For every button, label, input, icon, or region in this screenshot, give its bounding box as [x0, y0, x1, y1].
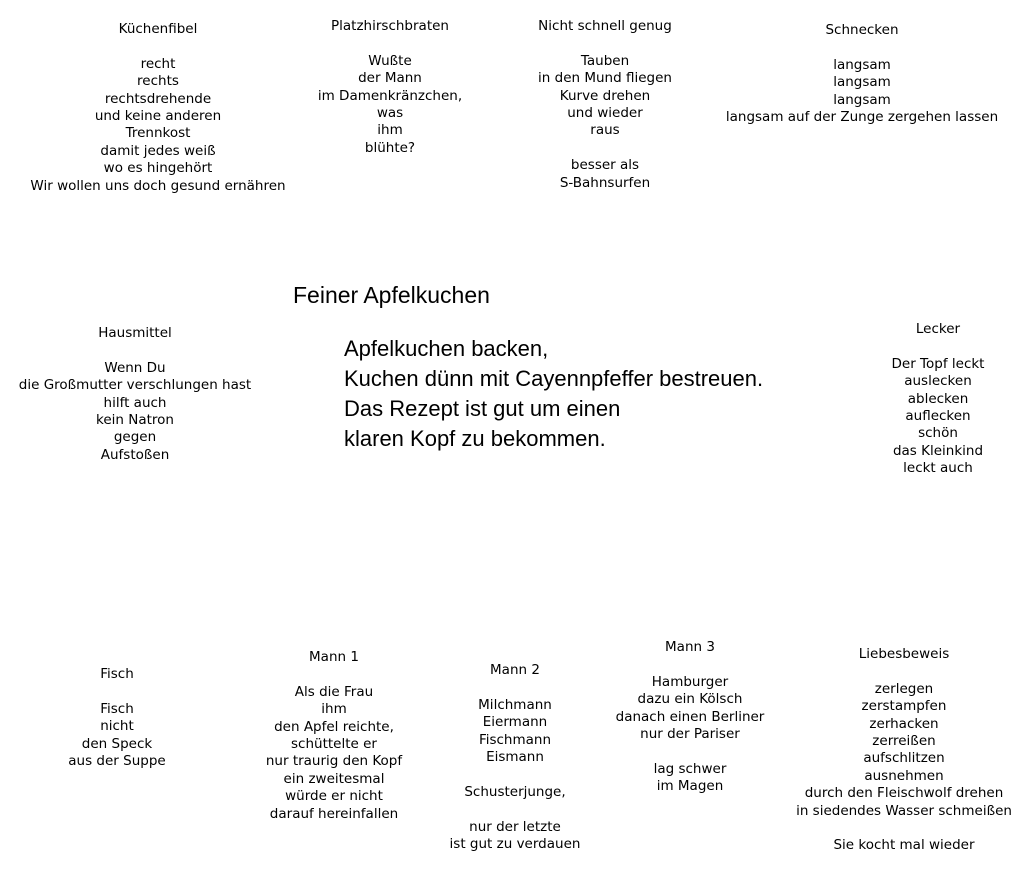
- recipe-text: [344, 334, 763, 454]
- poem-line: würde er nicht: [285, 788, 383, 805]
- poem-title: Schnecken: [825, 22, 899, 38]
- poem-line: danach einen Berliner: [615, 708, 765, 725]
- poem-line: langsam: [833, 56, 891, 73]
- poem-fisch: [68, 666, 165, 770]
- poem-line: in den Mund fliegen: [538, 70, 672, 87]
- poem-line: in siedendes Wasser schmeißen: [796, 802, 1012, 819]
- poem-line: ist gut zu verdauen: [449, 836, 581, 853]
- poem-mann3: [616, 639, 765, 796]
- poem-line: Aufstoßen: [100, 446, 170, 463]
- poem-line: dazu ein Kölsch: [637, 691, 743, 708]
- poem-line: langsam: [833, 74, 891, 91]
- recipe-line: Kuchen dünn mit Cayennpfeffer bestreuen.: [344, 366, 764, 391]
- poem-line: rechtsdrehende: [104, 90, 212, 107]
- poem-line: Der Topf leckt: [891, 355, 985, 372]
- poem-line: damit jedes weiß: [100, 142, 216, 159]
- poem-line: Fischmann: [478, 731, 552, 748]
- poem-line: schüttelte er: [291, 736, 377, 753]
- poem-line: Als die Frau: [294, 683, 374, 700]
- poem-line: S-Bahnsurfen: [559, 174, 651, 191]
- poem-line: raus: [590, 122, 620, 139]
- poem-line: Fisch: [100, 700, 134, 717]
- poem-line: und wieder: [567, 105, 643, 122]
- poem-line: Trennkost: [125, 125, 191, 142]
- poem-line: Sie kocht mal wieder: [833, 837, 975, 854]
- poem-line: kein Natron: [96, 412, 174, 429]
- poem-line: auslecken: [904, 373, 972, 390]
- poem-line: Wir wollen uns doch gesund ernähren: [30, 177, 286, 194]
- poem-title: Platzhirschbraten: [331, 18, 449, 34]
- poem-line: langsam: [833, 91, 891, 108]
- poem-line: aufschlitzen: [863, 750, 945, 767]
- poem-title: Hausmittel: [98, 325, 172, 341]
- poem-line: rechts: [137, 73, 179, 90]
- page-title: Feiner Apfelkuchen: [293, 282, 490, 308]
- poem-line: schön: [918, 425, 958, 442]
- poem-title: Küchenfibel: [118, 21, 198, 37]
- recipe-line: klaren Kopf zu bekommen.: [344, 426, 606, 451]
- poem-line: nur der Pariser: [640, 726, 740, 743]
- poem-title: Fisch: [100, 666, 134, 682]
- poem-line: Schusterjunge,: [464, 783, 566, 800]
- poem-line: Tauben: [580, 52, 630, 69]
- poem-line: ein zweitesmal: [283, 770, 385, 787]
- poem-title: Nicht schnell genug: [538, 18, 672, 34]
- poem-title: Mann 1: [309, 649, 359, 665]
- poem-line: besser als: [570, 157, 640, 174]
- poem-platzhirschbraten: [318, 18, 462, 157]
- poem-line: darauf hereinfallen: [269, 805, 399, 822]
- poem-line: ausnehmen: [864, 767, 944, 784]
- poem-line: nicht: [100, 718, 134, 735]
- poem-line: Eismann: [486, 749, 544, 766]
- poem-line: die Großmutter verschlungen hast: [18, 377, 252, 394]
- poem-line: im Damenkränzchen,: [317, 87, 463, 104]
- poem-line: das Kleinkind: [892, 442, 984, 459]
- recipe-line: Apfelkuchen backen,: [344, 336, 549, 361]
- poem-line: Wußte: [368, 52, 412, 69]
- poem-hausmittel: [19, 325, 251, 464]
- poem-line: Milchmann: [478, 696, 552, 713]
- poem-line: recht: [140, 55, 176, 72]
- poem-liebesbeweis: [796, 646, 1012, 855]
- poem-line: zerreißen: [872, 733, 936, 750]
- poem-line: durch den Fleischwolf drehen: [804, 785, 1004, 802]
- poem-mann1: [266, 649, 402, 823]
- poem-title: Lecker: [915, 321, 961, 337]
- poem-line: leckt auch: [903, 460, 973, 477]
- poem-line: gegen: [113, 429, 157, 446]
- poem-line: im Magen: [656, 778, 724, 795]
- recipe-line: Das Rezept ist gut um einen: [344, 396, 621, 421]
- poem-line: Wenn Du: [104, 359, 166, 376]
- poem-schnecken: [726, 22, 998, 126]
- poem-line: wo es hingehört: [103, 160, 213, 177]
- poem-line: Kurve drehen: [559, 87, 651, 104]
- poem-line: ihm: [321, 701, 347, 718]
- poem-line: Hamburger: [651, 673, 729, 690]
- poem-line: ihm: [377, 122, 403, 139]
- poem-line: langsam auf der Zunge zergehen lassen: [725, 109, 999, 126]
- poem-line: Eiermann: [482, 714, 548, 731]
- poem-line: den Speck: [81, 735, 153, 752]
- poem-line: und keine anderen: [94, 108, 222, 125]
- poem-line: nur der letzte: [469, 818, 561, 835]
- poem-title: Liebesbeweis: [858, 646, 950, 662]
- poem-line: lag schwer: [653, 760, 727, 777]
- poem-title: Mann 2: [490, 662, 540, 678]
- poem-title: Mann 3: [665, 639, 715, 655]
- poem-line: zerstampfen: [861, 698, 947, 715]
- poem-line: hilft auch: [103, 394, 167, 411]
- poem-line: nur traurig den Kopf: [265, 753, 403, 770]
- poem-line: zerlegen: [874, 680, 934, 697]
- poem-line: den Apfel reichte,: [274, 718, 394, 735]
- poem-line: ablecken: [907, 390, 969, 407]
- poem-mann2: [450, 662, 581, 853]
- poem-line: auflecken: [905, 408, 971, 425]
- poem-kuechenfibel: [30, 21, 285, 195]
- poem-line: der Mann: [358, 70, 422, 87]
- poem-nicht-schnell-genug: [538, 18, 672, 192]
- poem-line: aus der Suppe: [68, 753, 166, 770]
- poem-line: blühte?: [364, 139, 416, 156]
- poem-line: zerhacken: [869, 715, 939, 732]
- poem-line: was: [376, 105, 404, 122]
- poem-lecker: [892, 321, 985, 478]
